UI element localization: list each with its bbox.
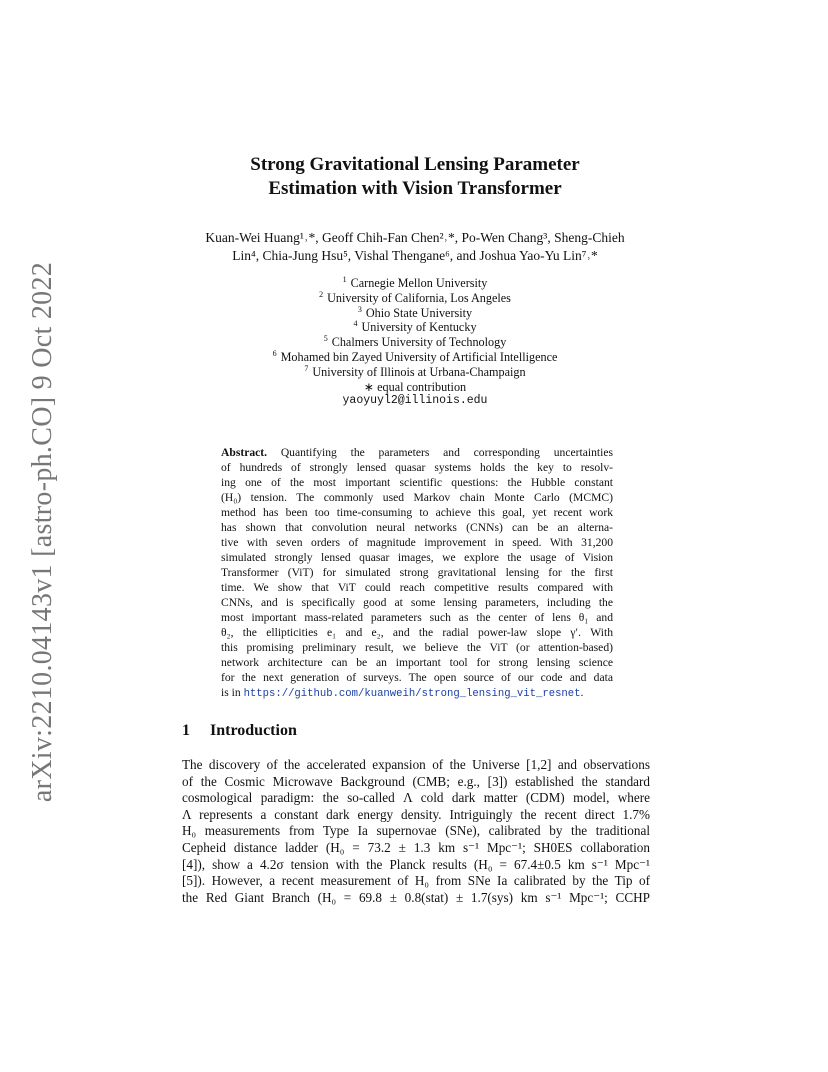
abstract-line: time. We show that ViT could reach competitive results compared with — [221, 581, 613, 594]
abstract-line: for the next generation of surveys. The open source of our code and data — [221, 671, 613, 684]
code-repository-link[interactable]: https://github.com/kuanweih/strong_lensing_vit_resnet — [243, 688, 581, 700]
paper-title — [150, 153, 680, 201]
author-list — [170, 229, 660, 265]
body-line: the Red Giant Branch (H₀ = 69.8 ± 0.8(stat) ± 1.7(sys) km s⁻¹ Mpc⁻¹; CCHP — [182, 889, 650, 905]
abstract-line: θ₂, the ellipticities e₁ and e₂, and the radial power-law slope γ′. With — [221, 626, 613, 639]
abstract-line: of hundreds of strongly lensed quasar systems holds the key to resolv- — [221, 461, 613, 474]
contact-email[interactable]: yaoyuyl2@illinois.edu — [342, 394, 488, 408]
abstract-line: has shown that convolution neural networks (CNNs) can be an alterna- — [221, 521, 613, 534]
abstract-line: simulated strongly lensed quasar images, we explore the usage of Vision — [221, 551, 613, 564]
body-line: [5]). However, a recent measurement of H₀ from SNe Ia calibrated by the Tip of — [182, 873, 650, 889]
title-line: Strong Gravitational Lensing Parameter — [250, 154, 580, 175]
body-line: H₀ measurements from Type Ia supernovae (SNe), calibrated by the traditional — [182, 823, 650, 839]
abstract-line: method has been too time-consuming to achieve this goal, yet recent work — [221, 506, 613, 519]
title-line: Estimation with Vision Transformer — [268, 178, 562, 199]
abstract-line: (H₀) tension. The commonly used Markov chain Monte Carlo (MCMC) — [221, 491, 613, 504]
section-heading — [182, 722, 297, 740]
abstract-line: this promising preliminary result, we believe the ViT (or attention-based) — [221, 641, 613, 654]
introduction-text — [182, 757, 650, 906]
abstract — [221, 445, 613, 700]
body-line: cosmological paradigm: the so-called Λ cold dark matter (CDM) model, where — [182, 790, 650, 806]
abstract-line: most important mass-related parameters such as the center of lens θ₁ and — [221, 611, 613, 624]
body-line: of the Cosmic Microwave Background (CMB; e.g., [3]) established the standard — [182, 773, 650, 789]
section-number: 1 — [182, 722, 190, 739]
abstract-line: CNNs, and is specifically good at some lensing parameters, including the — [221, 596, 613, 609]
body-line: The discovery of the accelerated expansion of the Universe [1,2] and observations — [182, 757, 650, 772]
body-line: Cepheid distance ladder (H₀ = 73.2 ± 1.3 km s⁻¹ Mpc⁻¹; SH0ES collaboration — [182, 839, 650, 855]
section-title: Introduction — [210, 722, 297, 739]
affiliation: $^1$ Carnegie Mellon University — [342, 275, 488, 290]
abstract-line: network architecture can be an important tool for strong lensing science — [221, 656, 613, 669]
abstract-line: ing one of the most important scientific questions: the Hubble constant — [221, 476, 613, 489]
body-line: [4]), show a 4.2σ tension with the Planck results (H₀ = 67.4±0.5 km s⁻¹ Mpc⁻¹ — [182, 856, 650, 872]
equal-contribution-note: ∗ equal contribution — [363, 379, 467, 394]
affiliation: $^2$ University of California, Los Angeles — [319, 289, 511, 305]
arxiv-identifier: arXiv:2210.04143v1 [astro-ph.CO] 9 Oct 2022 — [27, 261, 58, 803]
affiliation: $^5$ Chalmers University of Technology — [323, 334, 507, 350]
affiliation: $^6$ Mohamed bin Zayed University of Artificial Intelligence — [272, 348, 558, 364]
body-line: Λ represents a constant dark energy density. Intriguingly the recent direct 1.7% — [182, 806, 650, 822]
author-line: Kuan-Wei Huang¹˒*, Geoff Chih-Fan Chen²˒*, Po-Wen Chang³, Sheng-Chieh — [205, 230, 625, 245]
affiliation: $^4$ University of Kentucky — [353, 319, 477, 335]
affiliation: $^7$ University of Illinois at Urbana-Champaign — [304, 363, 526, 379]
abstract-line: Transformer (ViT) for simulated strong gravitational lensing for the first — [221, 566, 613, 579]
abstract-line: is in https://github.com/kuanweih/strong_lensing_vit_resnet. — [221, 686, 584, 700]
abstract-line: tive with seven orders of magnitude improvement in speed. With 31,200 — [221, 536, 613, 549]
author-line: Lin⁴, Chia-Jung Hsu⁵, Vishal Thengane⁶, and Joshua Yao-Yu Lin⁷˒* — [232, 248, 598, 263]
abstract-line: Abstract. Quantifying the parameters and corresponding uncertainties — [221, 446, 613, 459]
affiliation-list — [200, 276, 630, 409]
abstract-label: Abstract. — [221, 446, 268, 459]
affiliation: $^3$ Ohio State University — [357, 304, 473, 320]
